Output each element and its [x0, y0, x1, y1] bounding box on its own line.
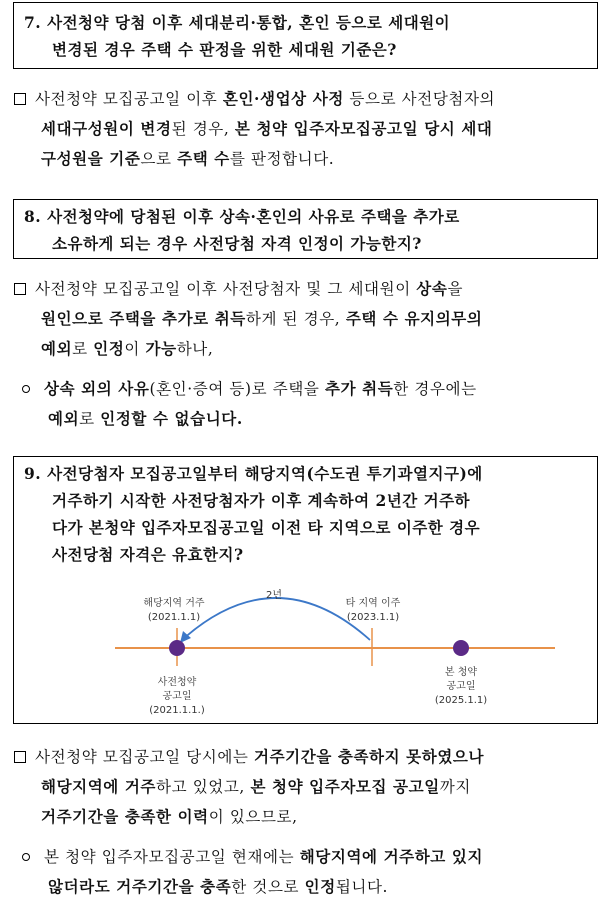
checkbox-square-icon [14, 751, 26, 763]
answer-8-sub-line2: 예외로 인정할 수 없습니다. [48, 409, 243, 428]
question-8-line2: 소유하게 되는 경우 사전당첨 자격 인정이 가능한지? [52, 234, 422, 253]
answer-7-line2: 세대구성원이 변경된 경우, 본 청약 입주자모집공고일 당시 세대 [41, 119, 493, 138]
question-9-line2: 거주하기 시작한 사전당첨자가 이후 계속하여 2년간 거주하 [52, 491, 471, 510]
question-9-line3: 다가 본청약 입주자모집공고일 이전 타 지역으로 이주한 경우 [52, 518, 481, 537]
timeline-span-arrow [182, 598, 370, 640]
answer-9-sub [22, 842, 483, 902]
timeline-label-move-date: (2023.1.1) [346, 612, 400, 623]
timeline-dot-presale [169, 640, 185, 656]
question-8-line1: 8. 사전청약에 당첨된 이후 상속·혼인의 사유로 주택을 추가로 [24, 207, 460, 226]
timeline-label-presale: 사전청약 [157, 677, 197, 688]
timeline-label-main: 본 청약 [444, 667, 478, 678]
question-7-line1: 7. 사전청약 당첨 이후 세대분리·통합, 혼인 등으로 세대원이 [24, 13, 451, 32]
timeline-label-residence: 해당지역 거주 [143, 598, 205, 609]
timeline-label-presale-date: (2021.1.1.) [149, 705, 205, 716]
timeline-dot-main [453, 640, 469, 656]
answer-9-sub-line2: 않더라도 거주기간을 충족한 것으로 인정됩니다. [48, 877, 389, 896]
timeline-label-main-date: (2025.1.1) [434, 695, 488, 706]
timeline-label-move: 타 지역 이주 [345, 598, 401, 609]
timeline-label-presale-notice: 공고일 [162, 691, 192, 702]
timeline-label-main-notice: 공고일 [446, 681, 476, 692]
answer-7-line3: 구성원을 기준으로 주택 수를 판정합니다. [41, 149, 335, 168]
answer-9-sub-line1: 본 청약 입주자모집공고일 현재에는 해당지역에 거주하고 있지 [22, 842, 483, 872]
circle-bullet-icon [22, 853, 30, 861]
answer-8-line2: 원인으로 주택을 추가로 취득하게 된 경우, 주택 수 유지의무의 [41, 309, 483, 328]
question-9-line4: 사전당첨 자격은 유효한지? [52, 545, 244, 564]
answer-8-line1: 사전청약 모집공고일 이후 사전당첨자 및 그 세대원이 상속을 [14, 274, 482, 304]
answer-9 [14, 742, 484, 832]
question-7-line2: 변경된 경우 주택 수 판정을 위한 세대원 기준은? [52, 40, 397, 59]
answer-9-line2: 해당지역에 거주하고 있었고, 본 청약 입주자모집 공고일까지 [41, 777, 471, 796]
answer-9-line3: 거주기간을 충족한 이력이 있으므로, [41, 807, 298, 826]
answer-9-line1: 사전청약 모집공고일 당시에는 거주기간을 충족하지 못하였으나 [14, 742, 484, 772]
timeline-label-residence-date: (2021.1.1) [147, 612, 201, 623]
answer-8-sub-line1: 상속 외의 사유(혼인·증여 등)로 주택을 추가 취득한 경우에는 [22, 374, 477, 404]
answer-7-line1: 사전청약 모집공고일 이후 혼인·생업상 사정 등으로 사전당첨자의 [14, 84, 495, 114]
question-9-line1: 9. 사전당첨자 모집공고일부터 해당지역(수도권 투기과열지구)에 [24, 464, 483, 483]
timeline-label-span: 2년 [265, 590, 283, 601]
answer-8-line3: 예외로 인정이 가능하나, [41, 339, 214, 358]
